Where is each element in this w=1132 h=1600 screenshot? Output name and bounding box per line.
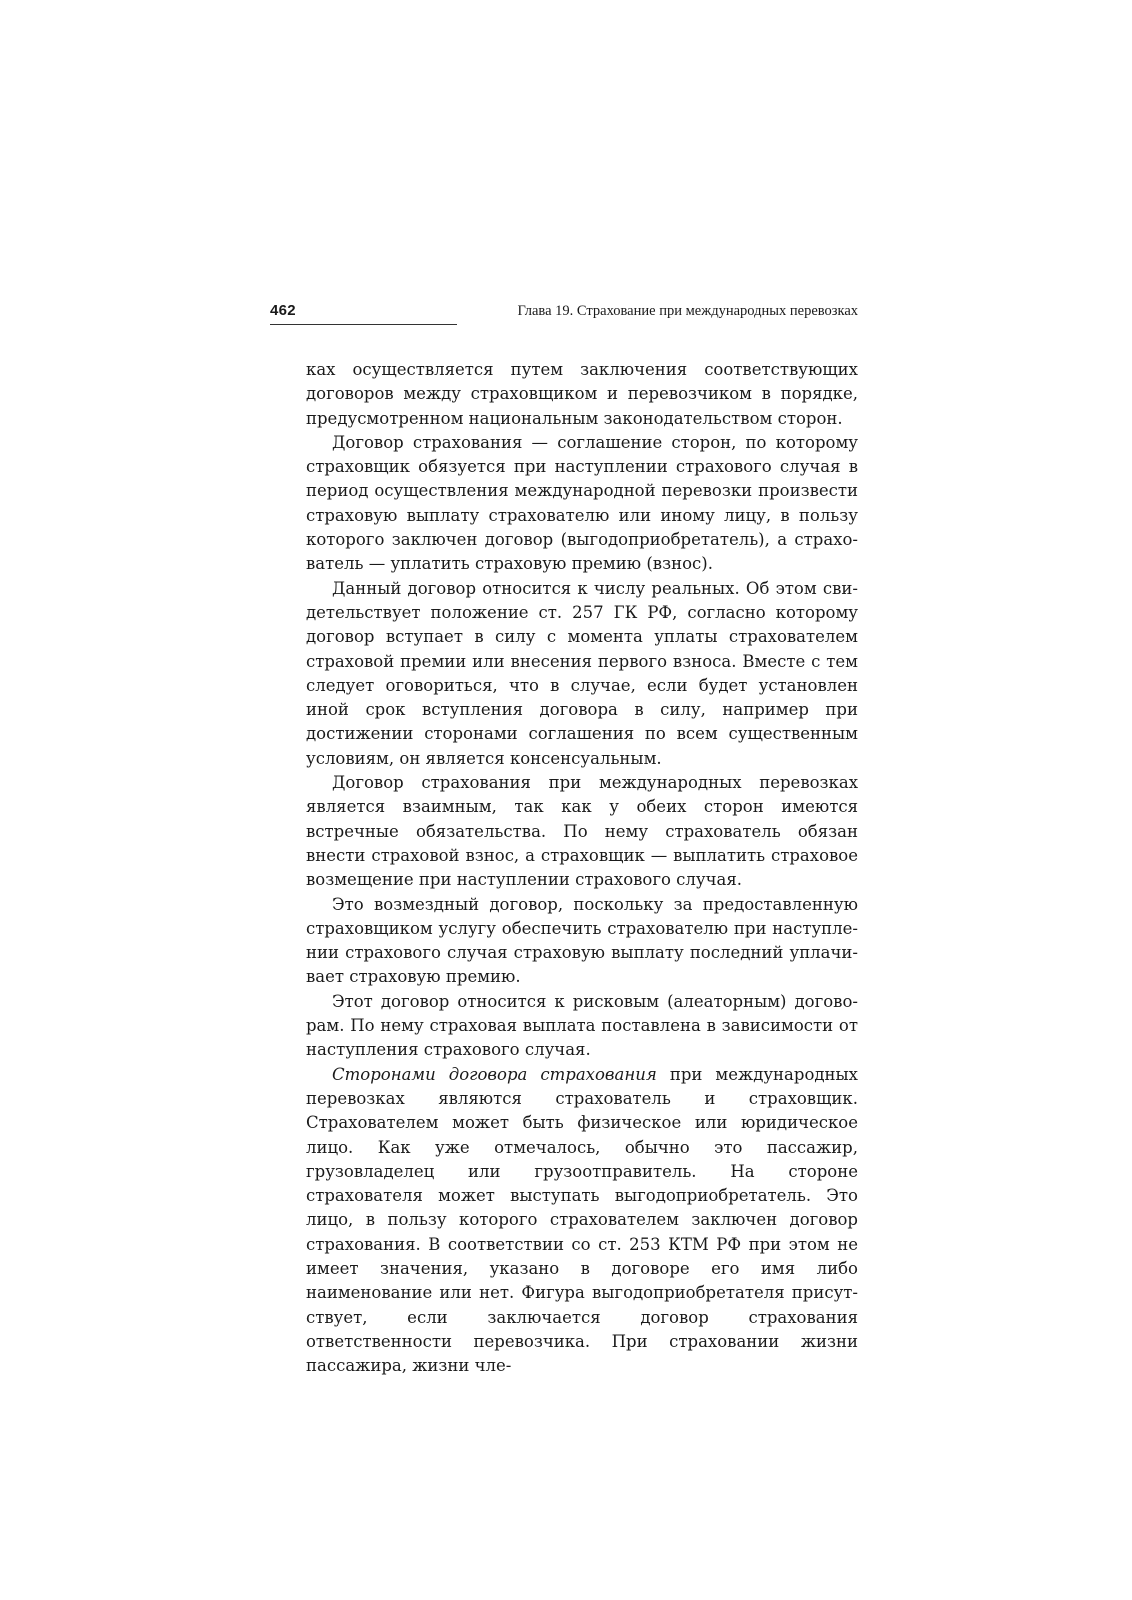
paragraph-text: при международных перевозках являются страхователь и страховщик. Страхователем может быть физическое или юридическое лицо. Как уже отмечалось, обычно это пассажир, грузовладелец или грузоотправитель. На стороне страхователя может выступать выгодоприобретатель. Это лицо, в пользу которого страхователем заключен договор страхования. В соответствии со ст. 253 КТМ РФ при этом не имеет значения, указано в договоре его имя либо наименование или нет. Фигура выгодоприобретателя присутствует, если заключается договор страхования ответственности перевозчика. При страховании жизни пассажира, жизни чле- — [306, 1064, 858, 1376]
page-number: 462 — [270, 302, 296, 319]
running-head — [270, 302, 858, 328]
italic-term: Сторонами договора страхования — [332, 1064, 657, 1084]
paragraph — [306, 1063, 858, 1379]
paragraph: Договор страхования — соглашение сторон, по которому страховщик обязуется при наступлении страхового случая в период осуществления международной перевозки произвести страховую выплату страхователю или иному лицу, в пользу которого заключен договор (выгодоприобретатель), а страхователь — уплатить страховую премию (взнос). — [306, 432, 858, 574]
paragraph: Данный договор относится к числу реальных. Об этом свидетельствует положение ст. 257 ГК РФ, согласно которому договор вступает в силу с момента уплаты страхователем страховой премии или внесения первого взноса. Вместе с тем следует оговориться, что в случае, если будет установлен иной срок вступления договора в силу, например при достижении сторонами соглашения по всем существенным условиям, он является консенсуальным. — [306, 578, 858, 768]
paragraph: ках осуществляется путем заключения соответствующих договоров между страховщиком и перевозчиком в порядке, предусмотренном национальным законодательством сторон. — [306, 360, 858, 428]
chapter-title: Глава 19. Страхование при международных перевозках — [517, 303, 858, 319]
header-rule — [270, 324, 457, 325]
paragraph: Договор страхования при международных перевозках является взаимным, так как у обеих сторон имеются встречные обязательства. По нему страхователь обязан внести страховой взнос, а страховщик — выплатить страховое возмещение при наступлении страхового случая. — [306, 773, 858, 890]
text-body — [306, 358, 858, 1378]
paragraph: Этот договор относится к рисковым (алеаторным) договорам. По нему страховая выплата поставлена в зависимости от наступления страхового случая. — [306, 991, 858, 1060]
paragraph: Это возмездный договор, поскольку за предоставленную страховщиком услугу обеспечить страхователю при наступлении страхового случая страховую выплату последний уплачивает страховую премию. — [306, 894, 858, 987]
